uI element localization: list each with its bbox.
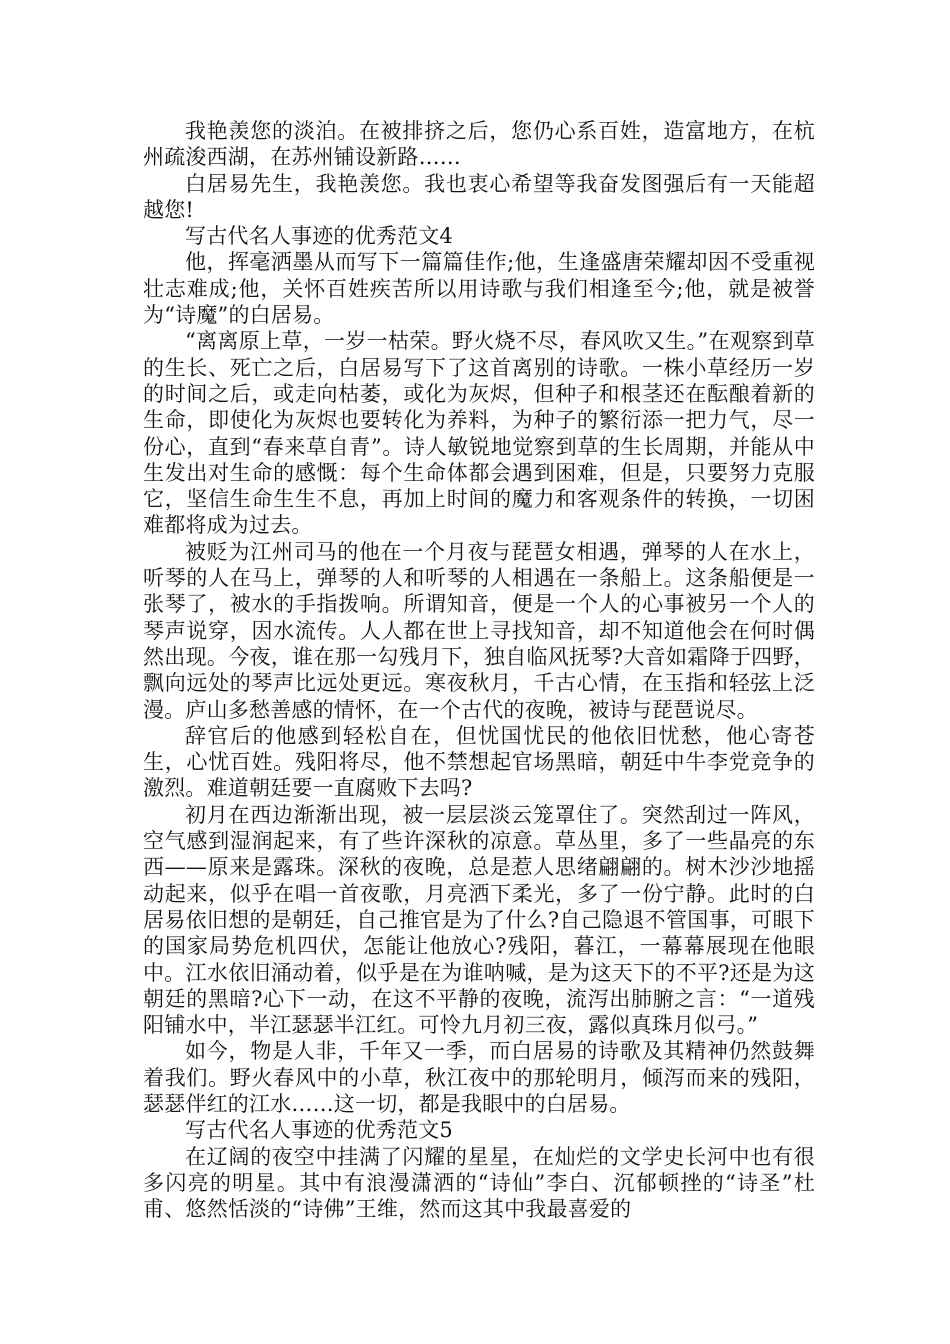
paragraph-9: 在辽阔的夜空中挂满了闪耀的星星，在灿烂的文学史长河中也有很多闪亮的明星。其中有浪漫潇洒的“诗仙”李白、沉郁顿挫的“诗圣”杜甫、悠然恬淡的“诗佛”王维，然而这其中我最喜爱的 xyxy=(143,1144,815,1222)
paragraph-2: 白居易先生，我艳羡您。我也衷心希望等我奋发图强后有一天能超越您! xyxy=(143,171,815,222)
section-heading-4: 写古代名人事迹的优秀范文4 xyxy=(185,224,453,249)
document-page xyxy=(143,118,815,1222)
paragraph-7: 初月在西边渐渐出现，被一层层淡云笼罩住了。突然刮过一阵风，空气感到湿润起来，有了些许深秋的凉意。草丛里，多了一些晶亮的东西——原来是露珠。深秋的夜晚，总是惹人思绪翩翩的。树木沙沙地摇动起来，似乎在唱一首夜歌，月亮洒下柔光，多了一份宁静。此时的白居易依旧想的是朝廷，自己推官是为了什么?自己隐退不管国事，可眼下的国家局势危机四伏，怎能让他放心?残阳，暮江，一幕幕展现在他眼中。江水依旧涌动着，似乎是在为谁呐喊，是为这天下的不平?还是为这朝廷的黑暗?心下一动，在这不平静的夜晚，流泻出肺腑之言：“一道残阳铺水中，半江瑟瑟半江红。可怜九月初三夜，露似真珠月似弓。” xyxy=(143,802,815,1038)
paragraph-4: “离离原上草，一岁一枯荣。野火烧不尽，春风吹又生。”在观察到草的生长、死亡之后，白居易写下了这首离别的诗歌。一株小草经历一岁的时间之后，或走向枯萎，或化为灰烬，但种子和根茎还在酝酿着新的生命，即使化为灰烬也要转化为养料，为种子的繁衍添一把力气，尽一份心，直到“春来草自青”。诗人敏锐地觉察到草的生长周期，并能从中生发出对生命的感慨：每个生命体都会遇到困难，但是，只要努力克服它，坚信生命生生不息，再加上时间的魔力和客观条件的转换，一切困难都将成为过去。 xyxy=(143,329,815,538)
paragraph-3: 他，挥毫洒墨从而写下一篇篇佳作;他，生逢盛唐荣耀却因不受重视壮志难成;他，关怀百姓疾苦所以用诗歌与我们相逢至今;他，就是被誉为“诗魔”的白居易。 xyxy=(143,250,815,328)
paragraph-6: 辞官后的他感到轻松自在，但忧国忧民的他依旧忧愁，他心寄苍生，心忧百姓。残阳将尽，他不禁想起官场黑暗，朝廷中牛李党竞争的激烈。难道朝廷要一直腐败下去吗? xyxy=(143,723,815,801)
paragraph-1: 我艳羡您的淡泊。在被排挤之后，您仍心系百姓，造富地方，在杭州疏浚西湖，在苏州铺设新路…… xyxy=(143,119,815,170)
section-heading-5: 写古代名人事迹的优秀范文5 xyxy=(185,1118,453,1143)
paragraph-5: 被贬为江州司马的他在一个月夜与琵琶女相遇，弹琴的人在水上，听琴的人在马上，弹琴的人和听琴的人相遇在一条船上。这条船便是一张琴了，被水的手指拨响。所谓知音，便是一个人的心事被另一个人的琴声说穿，因水流传。人人都在世上寻找知音，却不知道他会在何时偶然出现。今夜，谁在那一勾残月下，独自临风抚琴?大音如霜降于四野，飘向远处的琴声比远处更远。寒夜秋月，千古心情，在玉指和轻弦上泛漫。庐山多愁善感的情怀，在一个古代的夜晚，被诗与琵琶说尽。 xyxy=(143,539,815,722)
paragraph-8: 如今，物是人非，千年又一季，而白居易的诗歌及其精神仍然鼓舞着我们。野火春风中的小草，秋江夜中的那轮明月，倾泻而来的残阳，瑟瑟伴红的江水……这一切，都是我眼中的白居易。 xyxy=(143,1039,815,1116)
